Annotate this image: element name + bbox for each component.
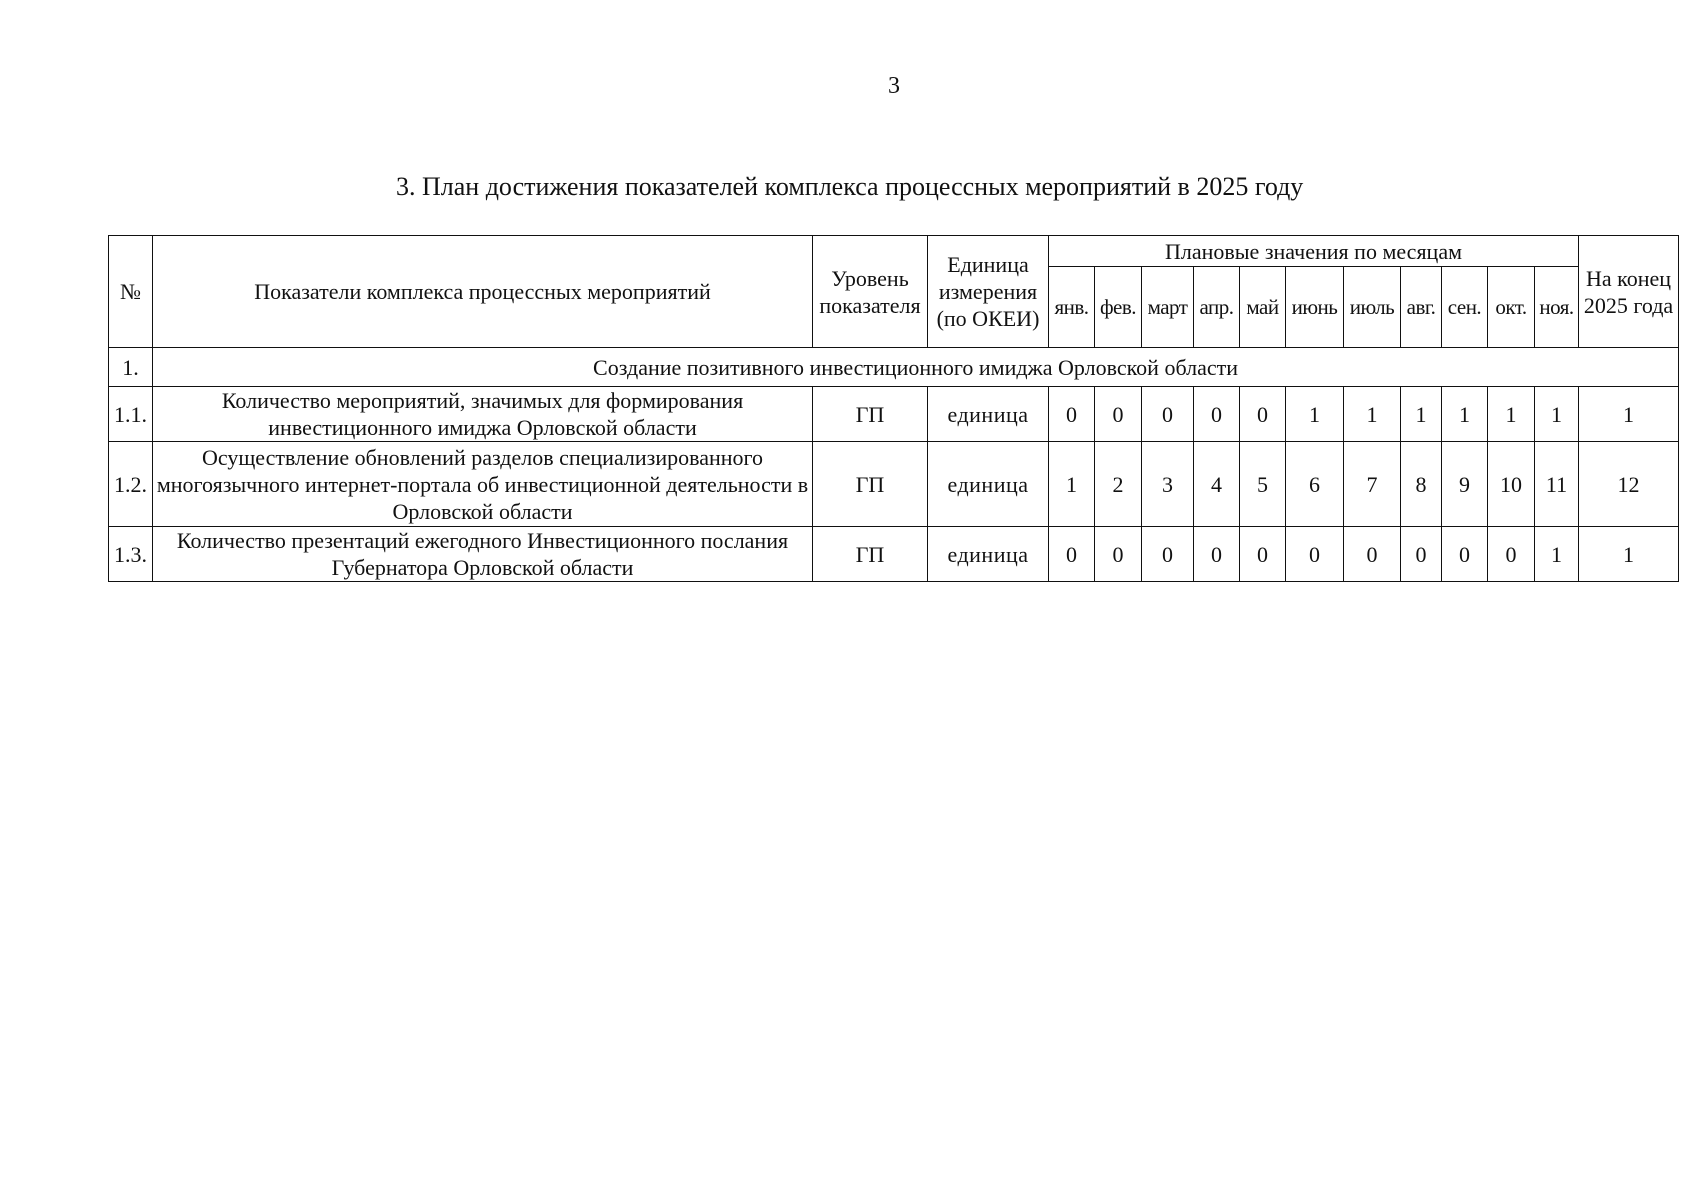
row-month-value: 1 [1401, 387, 1442, 442]
row-month-value: 0 [1194, 527, 1240, 582]
header-month: июнь [1286, 267, 1344, 348]
header-month: сен. [1442, 267, 1488, 348]
header-month: окт. [1488, 267, 1535, 348]
header-month: фев. [1095, 267, 1142, 348]
row-month-value: 1 [1344, 387, 1401, 442]
row-month-value: 9 [1442, 442, 1488, 527]
header-month: авг. [1401, 267, 1442, 348]
row-month-value: 0 [1095, 387, 1142, 442]
header-month: апр. [1194, 267, 1240, 348]
section-num: 1. [109, 348, 153, 387]
row-month-value: 0 [1344, 527, 1401, 582]
header-indicators: Показатели комплекса процессных мероприятий [153, 236, 813, 348]
indicators-plan-table [108, 235, 1679, 582]
row-month-value: 1 [1442, 387, 1488, 442]
row-num: 1.3. [109, 527, 153, 582]
section-title: Создание позитивного инвестиционного имиджа Орловской области [153, 348, 1679, 387]
row-month-value: 2 [1095, 442, 1142, 527]
row-month-value: 0 [1142, 387, 1194, 442]
row-num: 1.1. [109, 387, 153, 442]
header-row-1 [109, 236, 1679, 267]
row-month-value: 0 [1286, 527, 1344, 582]
row-month-value: 1 [1049, 442, 1095, 527]
row-num: 1.2. [109, 442, 153, 527]
header-month: июль [1344, 267, 1401, 348]
row-month-value: 5 [1240, 442, 1286, 527]
row-indicator-name: Осуществление обновлений разделов специализированного многоязычного интернет-портала об инвестиционной деятельности в Орловской области [153, 442, 813, 527]
header-month: ноя. [1535, 267, 1579, 348]
header-unit: Единица измерения (по ОКЕИ) [928, 236, 1049, 348]
row-month-value: 0 [1095, 527, 1142, 582]
row-month-value: 0 [1401, 527, 1442, 582]
header-month: май [1240, 267, 1286, 348]
row-unit: единица [928, 387, 1049, 442]
row-level: ГП [813, 527, 928, 582]
row-month-value: 0 [1240, 387, 1286, 442]
header-num: № [109, 236, 153, 348]
row-month-value: 3 [1142, 442, 1194, 527]
section-row [109, 348, 1679, 387]
page-number: 3 [888, 73, 900, 99]
row-month-value: 1 [1488, 387, 1535, 442]
header-year-end: На конец 2025 года [1579, 236, 1679, 348]
row-level: ГП [813, 442, 928, 527]
table-row [109, 442, 1679, 527]
header-month: март [1142, 267, 1194, 348]
header-month: янв. [1049, 267, 1095, 348]
row-month-value: 0 [1442, 527, 1488, 582]
row-month-value: 1 [1535, 387, 1579, 442]
row-month-value: 0 [1049, 387, 1095, 442]
row-month-value: 1 [1535, 527, 1579, 582]
row-month-value: 0 [1049, 527, 1095, 582]
row-month-value: 6 [1286, 442, 1344, 527]
row-month-value: 0 [1142, 527, 1194, 582]
row-year-end: 12 [1579, 442, 1679, 527]
document-title: 3. План достижения показателей комплекса процессных мероприятий в 2025 году [396, 172, 1304, 201]
row-month-value: 11 [1535, 442, 1579, 527]
row-month-value: 1 [1286, 387, 1344, 442]
row-month-value: 10 [1488, 442, 1535, 527]
row-month-value: 8 [1401, 442, 1442, 527]
row-indicator-name: Количество презентаций ежегодного Инвестиционного послания Губернатора Орловской области [153, 527, 813, 582]
row-unit: единица [928, 527, 1049, 582]
row-unit: единица [928, 442, 1049, 527]
row-month-value: 0 [1194, 387, 1240, 442]
table-row [109, 387, 1679, 442]
row-month-value: 0 [1488, 527, 1535, 582]
header-monthly-group: Плановые значения по месяцам [1049, 236, 1579, 267]
row-year-end: 1 [1579, 387, 1679, 442]
row-month-value: 4 [1194, 442, 1240, 527]
row-month-value: 0 [1240, 527, 1286, 582]
row-year-end: 1 [1579, 527, 1679, 582]
header-level: Уровень показателя [813, 236, 928, 348]
row-indicator-name: Количество мероприятий, значимых для формирования инвестиционного имиджа Орловской области [153, 387, 813, 442]
row-level: ГП [813, 387, 928, 442]
row-month-value: 7 [1344, 442, 1401, 527]
table-row [109, 527, 1679, 582]
